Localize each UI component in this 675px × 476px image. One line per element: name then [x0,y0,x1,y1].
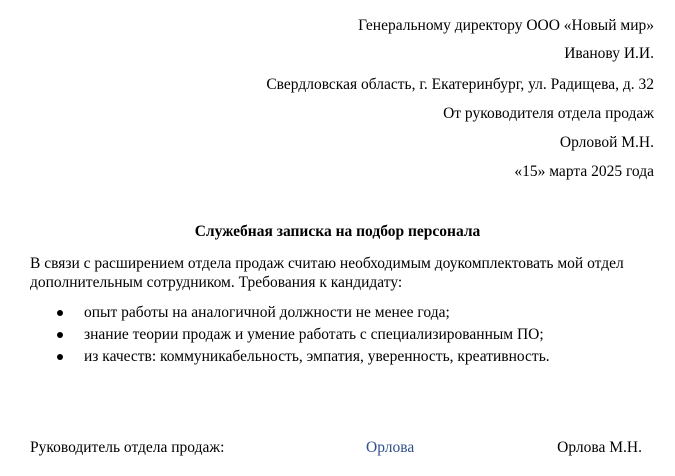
bullet-icon [57,332,63,338]
signer-name: Орлова М.Н. [557,439,642,456]
list-item [0,324,675,346]
sender-title: От руководителя отдела продаж [443,105,654,122]
addressee-title: Генеральному директору ООО «Новый мир» [358,17,654,34]
list-item-text: знание теории продаж и умение работать с специализированным ПО; [84,326,544,343]
body-paragraph [30,254,670,292]
list-item [0,346,675,368]
list-item-text: опыт работы на аналогичной должности не менее года; [84,304,450,321]
document-date: «15» марта 2025 года [514,163,654,180]
list-item-text: из качеств: коммуникабельность, эмпатия, уверенность, креативность. [84,348,550,365]
body-line: дополнительным сотрудником. Требования к кандидату: [30,274,403,291]
addressee-name: Иванову И.И. [564,45,654,62]
signature-position-label: Руководитель отдела продаж: [30,439,225,456]
sender-name: Орловой М.Н. [559,134,654,151]
bullet-icon [57,354,63,360]
list-item [0,302,675,324]
handwritten-signature: Орлова [366,439,415,456]
document-title: Служебная записка на подбор персонала [194,223,481,240]
bullet-icon [57,310,63,316]
body-line: В связи с расширением отдела продаж считаю необходимым доукомплектовать мой отдел [30,255,624,272]
addressee-address: Свердловская область, г. Екатеринбург, ул. Радищева, д. 32 [266,76,654,93]
requirements-list [0,302,675,368]
